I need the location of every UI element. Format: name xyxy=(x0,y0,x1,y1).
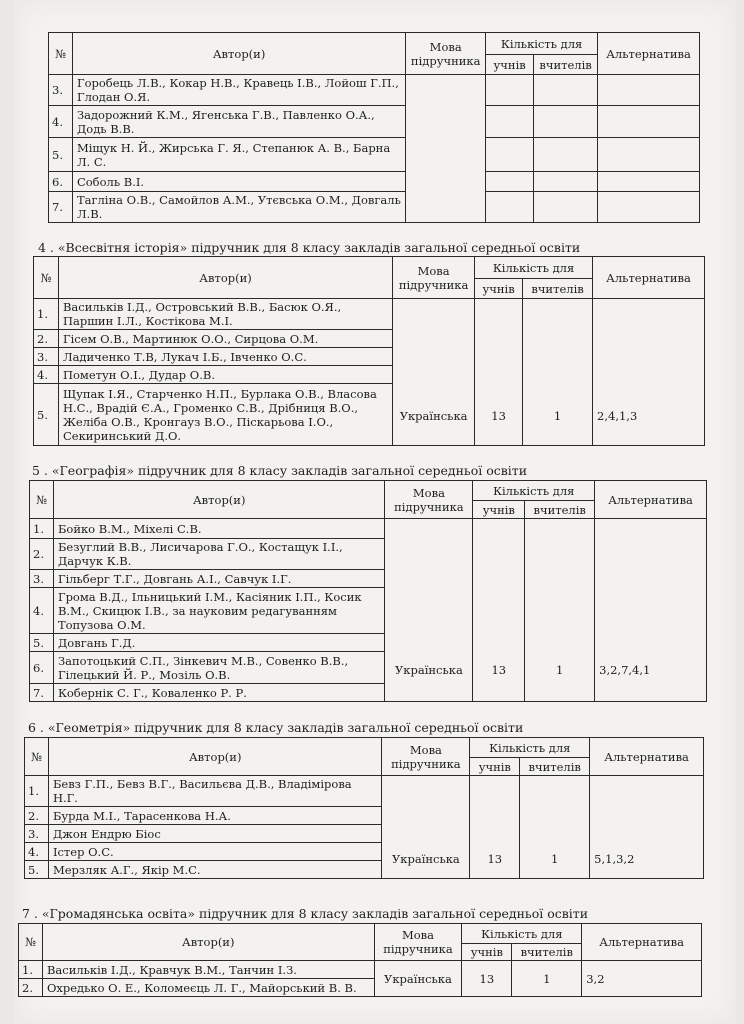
teachers-cell: 1 xyxy=(512,961,582,997)
table-row: 1. Бойко В.М., Міхелі С.В. Українська 13 1 3,2,7,4,1 xyxy=(30,519,707,539)
author-cell: Горобець Л.В., Кокар Н.В., Кравець І.В., Лойош Г.П., Глодан О.Я. xyxy=(72,75,405,106)
author-cell: Бевз Г.П., Бевз В.Г., Васильєва Д.В., Владімірова Н.Г. xyxy=(48,776,382,807)
author-cell: Довгань Г.Д. xyxy=(53,634,385,652)
students-cell: 13 xyxy=(473,519,525,702)
col-count: Кількість для xyxy=(486,33,598,55)
teachers-cell: 1 xyxy=(523,299,593,446)
alternative-cell: 5,1,3,2 xyxy=(590,776,704,879)
col-students: учнів xyxy=(486,55,534,75)
table-row: 5. Міщук Н. Й., Жирська Г. Я., Степанюк А. В., Барна Л. С. xyxy=(49,138,700,172)
alternative-cell: 3,2 xyxy=(582,961,702,997)
author-cell: Тагліна О.В., Самойлов А.М., Утєвська О.М., Довгаль Л.В. xyxy=(72,192,405,223)
students-cell: 13 xyxy=(470,776,520,879)
table-geometry: № Автор(и) Мова підручника Кількість для Альтернатива учнів вчителів 1. Бевз Г.П., Бевз В.Г., Васильєва Д.В., Владімірова Н.Г. Українська 13 1 5,1,3,2 2. Бурда М.І., Тарасенкова Н.А. 3. Джон Ендрю Біос 4. Істер О.С. 5. Мерзляк А.Г., Якір М.С. xyxy=(24,737,704,879)
author-cell: Васильків І.Д., Островський В.В., Басюк О.Я., Паршин І.Л., Костікова М.І. xyxy=(58,299,392,330)
table-row: 1. Васильків І.Д., Островський В.В., Басюк О.Я., Паршин І.Л., Костікова М.І. Українська 13 1 2,4,1,3 xyxy=(34,299,705,330)
table-row: 5. Мерзляк А.Г., Якір М.С. xyxy=(25,861,704,879)
author-cell: Істер О.С. xyxy=(48,843,382,861)
table-row: 1. Бевз Г.П., Бевз В.Г., Васильєва Д.В., Владімірова Н.Г. Українська 13 1 5,1,3,2 xyxy=(25,776,704,807)
author-cell: Грома В.Д., Ільницький І.М., Касіяник І.П., Косик В.М., Скицюк І.В., за науковим редагуванням Топузова О.М. xyxy=(53,588,385,634)
section-title-civic-education: 7 . «Громадянська освіта» підручник для 8 класу закладів загальної середньої освіти xyxy=(22,906,589,921)
col-alternative: Альтернатива xyxy=(598,33,700,75)
students-cell: 13 xyxy=(462,961,512,997)
language-cell: Українська xyxy=(382,776,470,879)
section-title-world-history: 4 . «Всесвітня історія» підручник для 8 класу закладів загальної середньої освіти xyxy=(38,240,581,255)
table-row: 3. Ладиченко Т.В, Лукач І.Б., Івченко О.С. xyxy=(34,348,705,366)
table-row: 4. Істер О.С. xyxy=(25,843,704,861)
author-cell: Задорожний К.М., Ягенська Г.В., Павленко О.А., Додь В.В. xyxy=(72,106,405,138)
table-row: 6. Соболь В.І. xyxy=(49,172,700,192)
table-row: 2. Безуглий В.В., Лисичарова Г.О., Костащук І.І., Дарчук К.В. xyxy=(30,539,707,570)
table-row: 7. Тагліна О.В., Самойлов А.М., Утєвська О.М., Довгаль Л.В. xyxy=(49,192,700,223)
author-cell: Міщук Н. Й., Жирська Г. Я., Степанюк А. В., Барна Л. С. xyxy=(72,138,405,172)
col-num: № xyxy=(49,33,73,75)
author-cell: Безуглий В.В., Лисичарова Г.О., Костащук І.І., Дарчук К.В. xyxy=(53,539,385,570)
table-row: 3. Горобець Л.В., Кокар Н.В., Кравець І.В., Лойош Г.П., Глодан О.Я. xyxy=(49,75,700,106)
table-row: 1. Васильків І.Д., Кравчук В.М., Танчин І.З. Українська 13 1 3,2 xyxy=(19,961,702,979)
author-cell: Гільберг Т.Г., Довгань А.І., Савчук І.Г. xyxy=(53,570,385,588)
author-cell: Запотоцький С.П., Зінкевич М.В., Совенко В.В., Гілецький Й. Р., Мозіль О.В. xyxy=(53,652,385,684)
table-civic-education: № Автор(и) Мова підручника Кількість для Альтернатива учнів вчителів 1. Васильків І.Д., Кравчук В.М., Танчин І.З. Українська 13 1 3,2 2. Охредько О. Е., Коломеєць Л. Г., Майорський В. В. xyxy=(18,923,702,997)
author-cell: Васильків І.Д., Кравчук В.М., Танчин І.З. xyxy=(42,961,374,979)
table-world-history: № Автор(и) Мова підручника Кількість для Альтернатива учнів вчителів 1. Васильків І.Д., Островський В.В., Басюк О.Я., Паршин І.Л., Костікова М.І. Українська 13 1 2,4,1,3 2. Гісем О.В., Мартинюк О.О., Сирцова О.М. 3. Ладиченко Т.В, Лукач І.Б., Івченко О.С. 4. Пометун О.І., Дудар О.В. 5. Щупак І.Я., Старченко Н.П., Бурлака О.В., Власова Н.С., Врадій Є.А., Громенко С.В., Дрібниця В.О., Желіба О.В., Кронгауз В.О., Піскарьова І.О., Секиринський Д.О. xyxy=(33,256,705,446)
table-row: 3. Гільберг Т.Г., Довгань А.І., Савчук І.Г. xyxy=(30,570,707,588)
author-cell: Ладиченко Т.В, Лукач І.Б., Івченко О.С. xyxy=(58,348,392,366)
table-row: 5. Щупак І.Я., Старченко Н.П., Бурлака О.В., Власова Н.С., Врадій Є.А., Громенко С.В., Дрібниця В.О., Желіба О.В., Кронгауз В.О., Піскарьова І.О., Секиринський Д.О. xyxy=(34,384,705,446)
author-cell: Кобернік С. Г., Коваленко Р. Р. xyxy=(53,684,385,702)
author-cell: Охредько О. Е., Коломеєць Л. Г., Майорський В. В. xyxy=(42,979,374,997)
alternative-cell: 2,4,1,3 xyxy=(593,299,705,446)
language-cell: Українська xyxy=(385,519,473,702)
table-row: 4. Пометун О.І., Дудар О.В. xyxy=(34,366,705,384)
col-language: Мова підручника xyxy=(406,33,486,75)
table-row: 4. Задорожний К.М., Ягенська Г.В., Павленко О.А., Додь В.В. xyxy=(49,106,700,138)
section-title-geography: 5 . «Географія» підручник для 8 класу закладів загальної середньої освіти xyxy=(32,463,528,478)
section-title-geometry: 6 . «Геометрія» підручник для 8 класу закладів загальної середньої освіти xyxy=(28,720,524,735)
teachers-cell: 1 xyxy=(520,776,590,879)
author-cell: Соболь В.І. xyxy=(72,172,405,192)
table-row: 2. Гісем О.В., Мартинюк О.О., Сирцова О.М. xyxy=(34,330,705,348)
author-cell: Бурда М.І., Тарасенкова Н.А. xyxy=(48,807,382,825)
col-author: Автор(и) xyxy=(72,33,405,75)
table-row: 2. Охредько О. Е., Коломеєць Л. Г., Майорський В. В. xyxy=(19,979,702,997)
table-geography: № Автор(и) Мова підручника Кількість для Альтернатива учнів вчителів 1. Бойко В.М., Міхелі С.В. Українська 13 1 3,2,7,4,1 2. Безуглий В.В., Лисичарова Г.О., Костащук І.І., Дарчук К.В. 3. Гільберг Т.Г., Довгань А.І., Савчук І.Г. 4. Грома В.Д., Ільницький І.М., Касіяник І.П., Косик В.М., Скицюк І.В., за науковим редагуванням Топузова О.М. 5. Довгань Г.Д. 6. Запотоцький С.П., Зінкевич М.В., Совенко В.В., Гілецький Й. Р., Мозіль О.В. 7. Кобернік С. Г., Коваленко Р. Р. xyxy=(29,480,707,702)
author-cell: Гісем О.В., Мартинюк О.О., Сирцова О.М. xyxy=(58,330,392,348)
language-cell: Українська xyxy=(393,299,475,446)
teachers-cell: 1 xyxy=(525,519,595,702)
author-cell: Бойко В.М., Міхелі С.В. xyxy=(53,519,385,539)
table-row: 2. Бурда М.І., Тарасенкова Н.А. xyxy=(25,807,704,825)
table-row: 7. Кобернік С. Г., Коваленко Р. Р. xyxy=(30,684,707,702)
author-cell: Мерзляк А.Г., Якір М.С. xyxy=(48,861,382,879)
alternative-cell: 3,2,7,4,1 xyxy=(595,519,707,702)
table-row: 6. Запотоцький С.П., Зінкевич М.В., Совенко В.В., Гілецький Й. Р., Мозіль О.В. xyxy=(30,652,707,684)
language-cell: Українська xyxy=(374,961,462,997)
author-cell: Пометун О.І., Дудар О.В. xyxy=(58,366,392,384)
author-cell: Щупак І.Я., Старченко Н.П., Бурлака О.В., Власова Н.С., Врадій Є.А., Громенко С.В., Дрібниця В.О., Желіба О.В., Кронгауз В.О., Піскарьова І.О., Секиринський Д.О. xyxy=(58,384,392,446)
language-cell xyxy=(406,75,486,223)
students-cell: 13 xyxy=(475,299,523,446)
author-cell: Джон Ендрю Біос xyxy=(48,825,382,843)
table-continued xyxy=(48,32,700,223)
table-row: 5. Довгань Г.Д. xyxy=(30,634,707,652)
table-row: 4. Грома В.Д., Ільницький І.М., Касіяник І.П., Косик В.М., Скицюк І.В., за науковим редагуванням Топузова О.М. xyxy=(30,588,707,634)
table-row: 3. Джон Ендрю Біос xyxy=(25,825,704,843)
col-teachers: вчителів xyxy=(534,55,598,75)
